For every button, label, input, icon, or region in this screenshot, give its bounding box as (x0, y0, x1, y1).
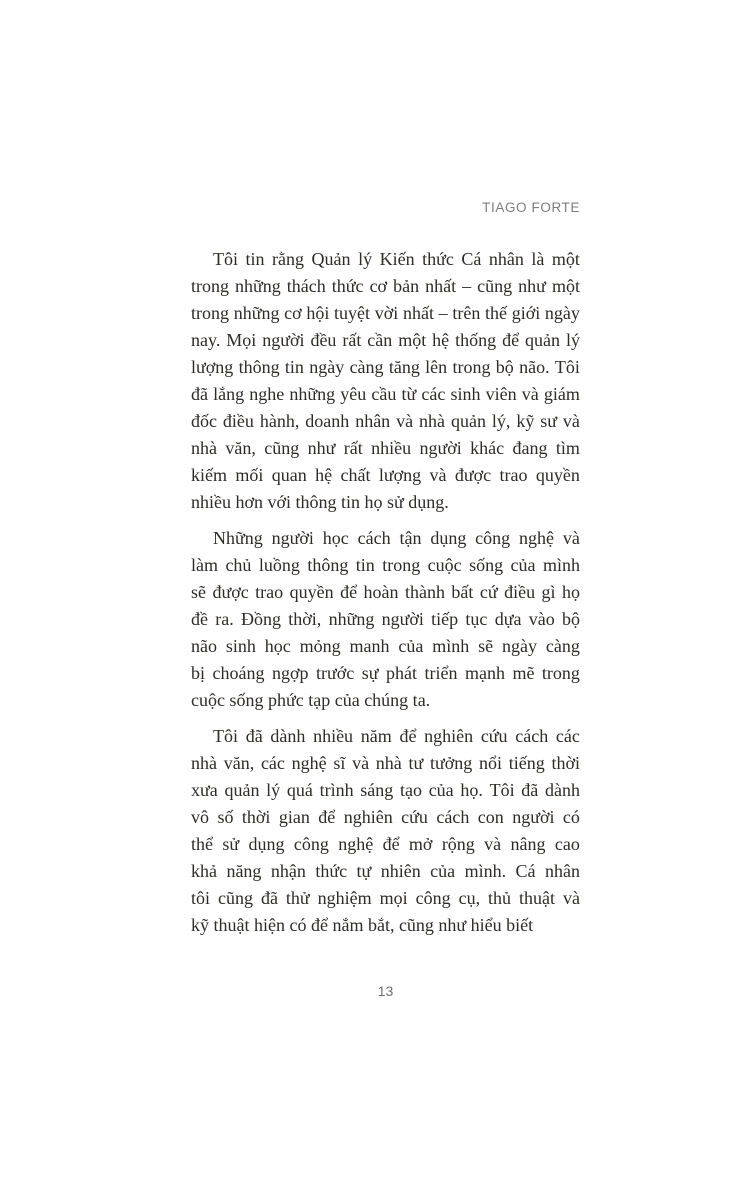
text-line: xưa quản lý quá trình sáng tạo của họ. Tôi đã dành (191, 780, 580, 800)
text-line: đốc điều hành, doanh nhân và nhà quản lý, kỹ sư và (191, 411, 580, 431)
paragraph (191, 525, 580, 714)
text-line: Những người học cách tận dụng công nghệ và (213, 528, 580, 548)
text-line: sẽ được trao quyền để hoàn thành bất cứ điều gì họ (191, 582, 580, 602)
text-line: não sinh học mỏng manh của mình sẽ ngày càng (191, 636, 580, 656)
running-header: TIAGO FORTE (482, 200, 580, 215)
text-line: khả năng nhận thức tự nhiên của mình. Cá nhân (191, 861, 580, 881)
text-line: lượng thông tin ngày càng tăng lên trong bộ não. Tôi (191, 357, 580, 377)
page-number: 13 (377, 983, 394, 999)
text-line: Tôi tin rằng Quản lý Kiến thức Cá nhân là một (213, 249, 580, 269)
text-line: trong những thách thức cơ bản nhất – cũng như một (191, 276, 580, 296)
text-line: cuộc sống phức tạp của chúng ta. (191, 690, 431, 710)
text-line: nhiều hơn với thông tin họ sử dụng. (191, 492, 449, 512)
text-line: đề ra. Đồng thời, những người tiếp tục dựa vào bộ (191, 609, 580, 629)
text-line: nhà văn, các nghệ sĩ và nhà tư tưởng nổi tiếng thời (191, 753, 580, 773)
text-line: nay. Mọi người đều rất cần một hệ thống để quản lý (191, 330, 580, 350)
body-text (191, 246, 580, 939)
paragraph (191, 246, 580, 516)
text-line: kỹ thuật hiện có để nắm bắt, cũng như hiểu biết (191, 915, 534, 935)
text-line: bị choáng ngợp trước sự phát triển mạnh mẽ trong (191, 663, 580, 683)
text-line: làm chủ luồng thông tin trong cuộc sống của mình (191, 555, 580, 575)
text-line: vô số thời gian để nghiên cứu cách con người có (191, 807, 580, 827)
text-line: trong những cơ hội tuyệt vời nhất – trên thế giới ngày (191, 303, 580, 323)
text-line: kiếm mối quan hệ chất lượng và được trao quyền (191, 465, 580, 485)
text-line: nhà văn, cũng như rất nhiều người khác đang tìm (191, 438, 580, 458)
text-line: thể sử dụng công nghệ để mở rộng và nâng cao (191, 834, 580, 854)
text-line: tôi cũng đã thử nghiệm mọi công cụ, thủ thuật và (191, 888, 580, 908)
text-line: Tôi đã dành nhiều năm để nghiên cứu cách các (213, 726, 580, 746)
text-line: đã lắng nghe những yêu cầu từ các sinh viên và giám (191, 384, 580, 404)
paragraph (191, 723, 580, 939)
